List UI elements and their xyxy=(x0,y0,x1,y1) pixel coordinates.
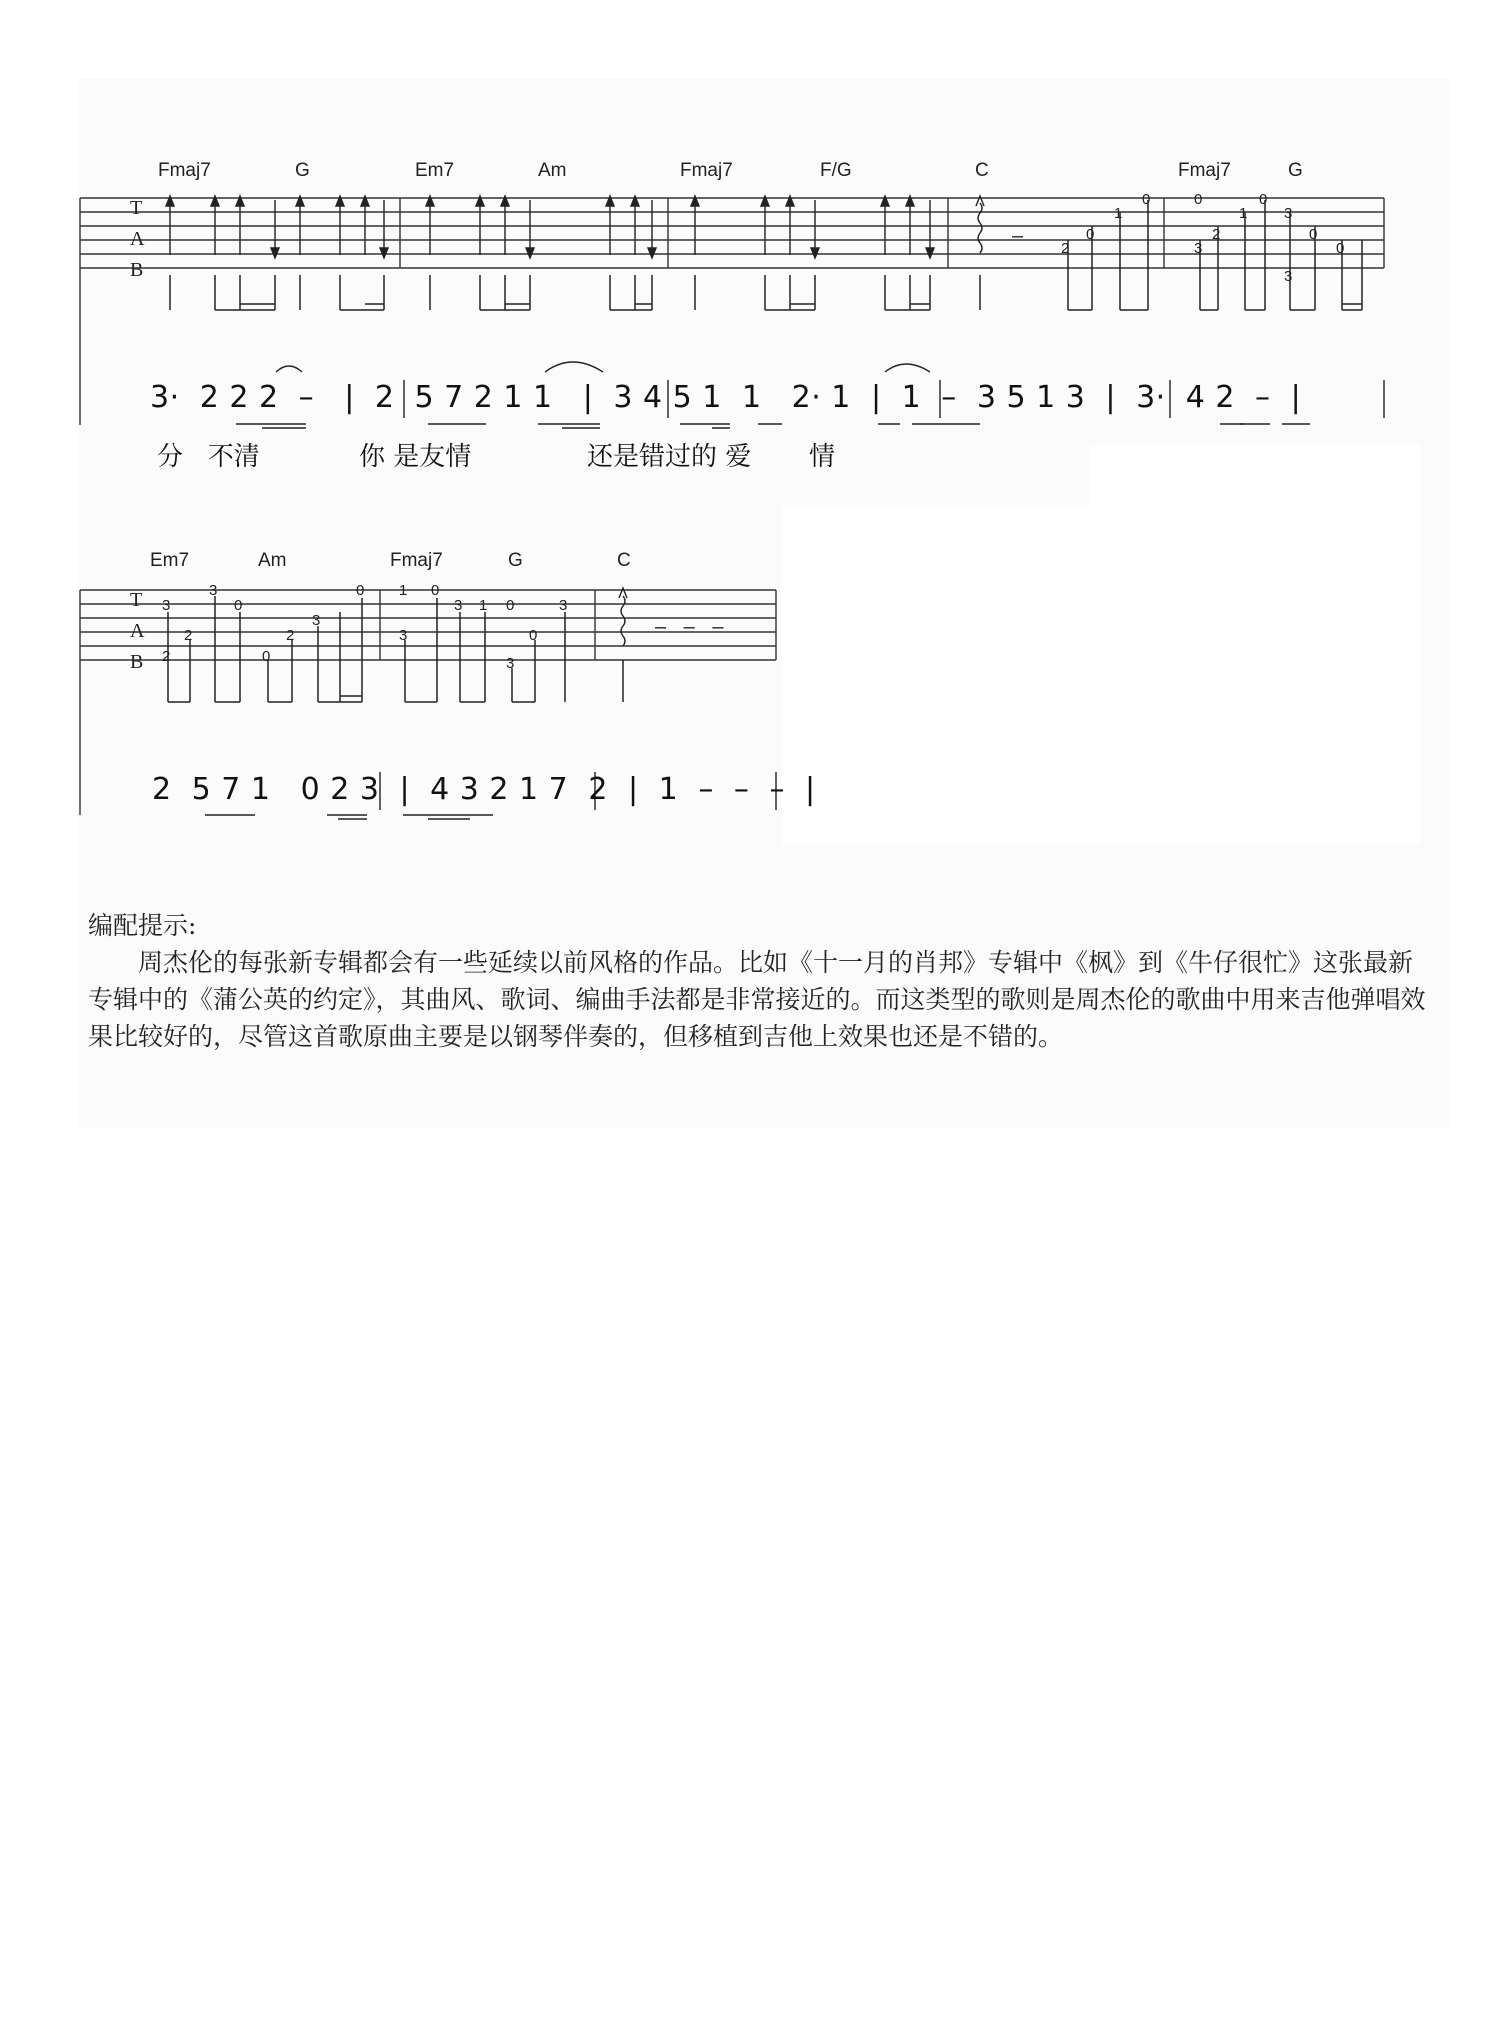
fret-number: 2 xyxy=(162,648,171,665)
fret-number: 0 xyxy=(1142,191,1151,208)
strum-down-arrow xyxy=(926,200,934,258)
fret-number: 0 xyxy=(1194,191,1203,208)
tab-clef-t: T xyxy=(130,589,143,611)
fret-number: 1 xyxy=(479,597,488,614)
fret-number: 2 xyxy=(286,627,295,644)
lyrics-line: 分 不清 你 是友情 还是错过的 爱 情 xyxy=(157,442,836,472)
fret-number: 3 xyxy=(209,582,218,599)
chord-label: Fmaj7 xyxy=(158,160,211,181)
chord-label: Am xyxy=(258,550,287,571)
fret-number: 3 xyxy=(162,597,171,614)
numbered-notation-line: 2 5 7 1 0 2 3 | 4 3 2 1 7 2 | 1 – – – | xyxy=(152,772,816,807)
arrangement-notes xyxy=(88,907,1428,1055)
chord-label: Fmaj7 xyxy=(680,160,733,181)
fret-number: 3 xyxy=(1284,205,1293,222)
strum-down-arrow xyxy=(648,200,656,258)
notes-heading: 编配提示: xyxy=(88,911,197,940)
rest-marks: – – – xyxy=(655,616,730,638)
tab-clef-a: A xyxy=(130,620,145,642)
chord-label: G xyxy=(508,550,523,571)
chord-label: Fmaj7 xyxy=(1178,160,1231,181)
fret-number: 1 xyxy=(399,582,408,599)
chord-label: Em7 xyxy=(415,160,455,181)
tab-clef-b: B xyxy=(130,651,144,673)
fret-number: 1 xyxy=(1114,205,1123,222)
fret-number: 0 xyxy=(1259,191,1268,208)
fret-number: 2 xyxy=(1212,226,1221,243)
numbered-notation-line: 3· 2 2 2 – | 2 5 7 2 1 1 | 3 4 5 1 1 2· 1 | 1 – 3 5 1 3 | 3· 4 2 – | xyxy=(150,380,1302,415)
fret-number: 0 xyxy=(1336,240,1345,257)
arpeggio-mark xyxy=(978,203,982,253)
chord-label: C xyxy=(617,550,631,571)
tab-clef-t: T xyxy=(130,197,143,219)
chord-label: Em7 xyxy=(150,550,190,571)
chord-label: F/G xyxy=(820,160,852,181)
fret-number: 3 xyxy=(399,627,408,644)
fret-number: 2 xyxy=(1061,240,1070,257)
chord-label: G xyxy=(295,160,310,181)
strum-down-arrow xyxy=(526,200,534,258)
chord-label: C xyxy=(975,160,989,181)
fret-number: 3 xyxy=(312,612,321,629)
fret-number: 0 xyxy=(234,597,243,614)
tab-clef-a: A xyxy=(130,228,145,250)
chord-label: Am xyxy=(538,160,567,181)
strum-down-arrow xyxy=(271,200,279,258)
fret-number: 0 xyxy=(1086,226,1095,243)
strum-down-arrow xyxy=(811,200,819,258)
tab-clef-b: B xyxy=(130,259,144,281)
fret-number: 3 xyxy=(506,655,515,672)
strum-down-arrow xyxy=(380,200,388,258)
fret-number: 1 xyxy=(1239,205,1248,222)
rest-mark: – xyxy=(1012,225,1024,247)
fret-number: 2 xyxy=(184,627,193,644)
fret-number: 0 xyxy=(262,648,271,665)
fret-number: 0 xyxy=(506,597,515,614)
notes-paragraph: 周杰伦的每张新专辑都会有一些延续以前风格的作品。比如《十一月的肖邦》专辑中《枫》到《牛仔很忙》这张最新专辑中的《蒲公英的约定》，其曲风、歌词、编曲手法都是非常接近的。而这类型的歌则是周杰伦的歌曲中用来吉他弹唱效果比较好的，尽管这首歌原曲主要是以钢琴伴奏的，但移植到吉他上效果也还是不错的。 xyxy=(88,948,1426,1051)
fret-number: 0 xyxy=(431,582,440,599)
fret-number: 0 xyxy=(1309,226,1318,243)
fret-number: 3 xyxy=(1284,268,1293,285)
chord-label: G xyxy=(1288,160,1303,181)
fret-number: 3 xyxy=(559,597,568,614)
fret-number: 3 xyxy=(1194,240,1203,257)
fret-number: 3 xyxy=(454,597,463,614)
fret-number: 0 xyxy=(529,627,538,644)
chord-label: Fmaj7 xyxy=(390,550,443,571)
fret-number: 0 xyxy=(356,582,365,599)
